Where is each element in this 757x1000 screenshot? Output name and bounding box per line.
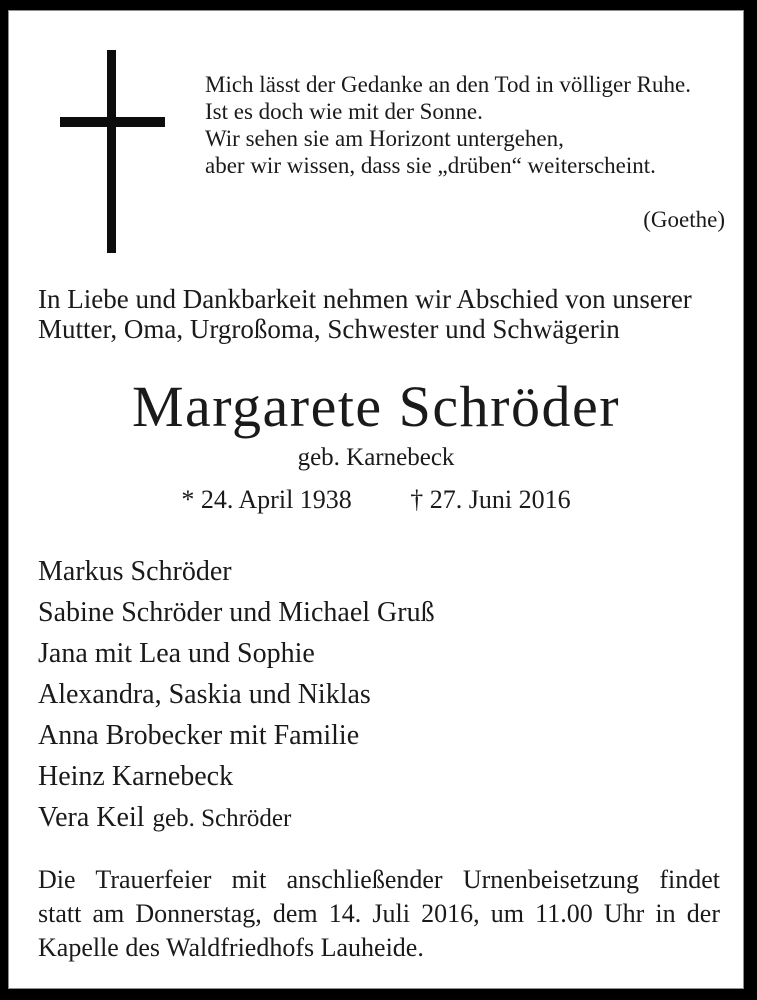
mourner-name: Markus Schröder xyxy=(38,556,232,587)
mourner-name: Jana mit Lea und Sophie xyxy=(38,638,315,669)
mourner-suffix: geb. Schröder xyxy=(152,805,292,832)
quote-line: aber wir wissen, dass sie „drüben“ weiterscheint. xyxy=(205,153,656,178)
mourner-entry xyxy=(38,593,728,634)
mourner-entry xyxy=(38,675,728,716)
mourner-name: Alexandra, Saskia und Niklas xyxy=(38,679,371,710)
intro-line: Mutter, Oma, Urgroßoma, Schwester und Schwägerin xyxy=(38,314,620,344)
maiden-name: geb. Karnebeck xyxy=(297,444,455,471)
quote-line: Ist es doch wie mit der Sonne. xyxy=(205,99,483,124)
intro-line: In Liebe und Dankbarkeit nehmen wir Abschied von unserer xyxy=(38,284,692,314)
deceased-name: Margarete Schröder xyxy=(131,374,621,439)
quote-line: Mich lässt der Gedanke an den Tod in völliger Ruhe. xyxy=(205,72,691,97)
mourner-entry xyxy=(38,716,728,757)
intro-text xyxy=(38,284,728,344)
death-date: † 27. Juni 2016 xyxy=(410,485,571,514)
mourners-list xyxy=(38,552,728,839)
mourner-entry xyxy=(38,552,728,593)
mourner-name: Sabine Schröder und Michael Gruß xyxy=(38,597,435,628)
funeral-line: Kapelle des Waldfriedhofs Lauheide. xyxy=(38,933,424,962)
mourner-name: Vera Keil xyxy=(38,802,145,833)
quote-block xyxy=(205,71,725,233)
quote-attribution: (Goethe) xyxy=(643,207,725,232)
mourner-entry xyxy=(38,798,728,839)
life-dates xyxy=(9,484,743,516)
cross-icon xyxy=(60,50,165,253)
birth-date: * 24. April 1938 xyxy=(181,485,352,514)
funeral-line: statt am Donnerstag, dem 14. Juli 2016, um 11.00 Uhr in der xyxy=(38,899,720,928)
funeral-info xyxy=(38,863,720,965)
quote-line: Wir sehen sie am Horizont untergehen, xyxy=(205,126,564,151)
mourner-entry xyxy=(38,634,728,675)
mourner-name: Heinz Karnebeck xyxy=(38,761,234,792)
mourner-name: Anna Brobecker mit Familie xyxy=(38,720,360,751)
obituary-notice xyxy=(8,10,744,989)
mourner-entry xyxy=(38,757,728,798)
funeral-line: Die Trauerfeier mit anschließender Urnenbeisetzung findet xyxy=(38,865,720,894)
